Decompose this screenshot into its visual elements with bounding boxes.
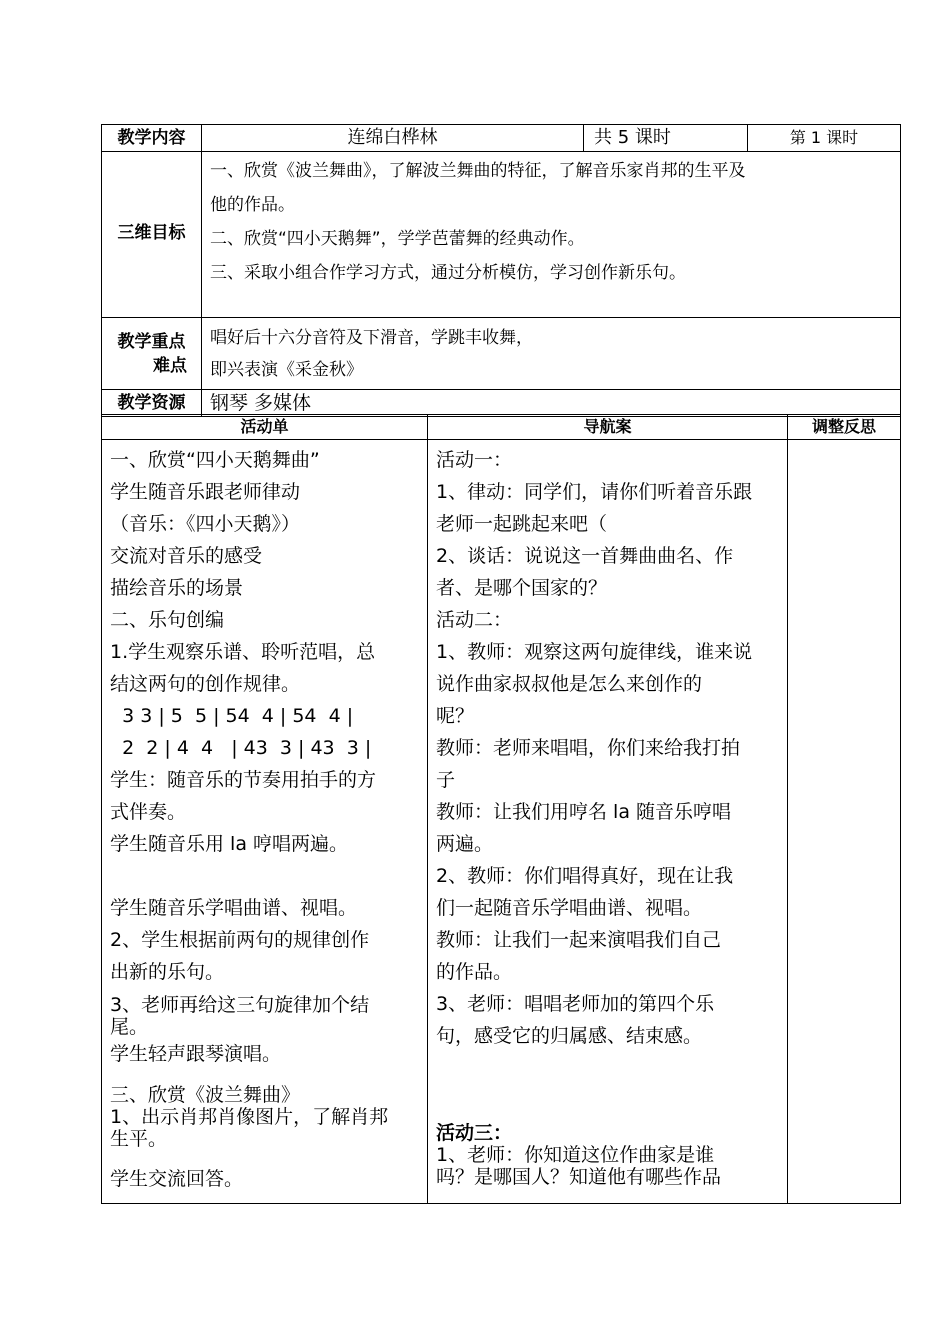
goal-line-3: 二、欣赏“四小天鹅舞”，学学芭蕾舞的经典动作。 bbox=[210, 229, 585, 249]
activity-line: 描绘音乐的场景 bbox=[110, 577, 244, 599]
guide-line: 老师一起跳起来吧（ bbox=[436, 513, 608, 535]
key-points-content bbox=[202, 318, 901, 390]
activity-line: 学生随音乐学唱曲谱、视唱。 bbox=[110, 897, 358, 919]
guide-line: 教师：老师来唱唱，你们来给我打拍 bbox=[436, 737, 741, 759]
activity-table bbox=[101, 414, 901, 1204]
activity-line: 学生轻声跟琴演唱。 bbox=[110, 1043, 282, 1065]
guide-line: 2、教师：你们唱得真好，现在让我 bbox=[436, 865, 734, 887]
lesson-title: 连绵白桦林 bbox=[202, 125, 584, 152]
guide-line: 的作品。 bbox=[436, 961, 513, 983]
goals-label: 三维目标 bbox=[102, 152, 202, 318]
activity-line: 学生交流回答。 bbox=[110, 1168, 244, 1190]
score-line-2: 2 2 | 4 4 | 43 3 | 43 3 | bbox=[110, 737, 372, 759]
lesson-info-table bbox=[101, 124, 901, 417]
goal-line-2: 他的作品。 bbox=[210, 195, 295, 215]
activity-line: （音乐：《四小天鹅》） bbox=[110, 513, 301, 535]
activity-line: 学生随音乐跟老师律动 bbox=[110, 481, 301, 503]
activity-line: 学生随音乐用 la 哼唱两遍。 bbox=[110, 833, 349, 855]
reflection-column-header: 调整反思 bbox=[788, 415, 901, 440]
guide-line: 1、教师：观察这两句旋律线，谁来说 bbox=[436, 641, 753, 663]
guide-line: 1、老师：你知道这位作曲家是谁 bbox=[436, 1144, 715, 1166]
guide-line: 1、律动：同学们，请你们听着音乐跟 bbox=[436, 481, 753, 503]
current-lesson: 第 1 课时 bbox=[748, 125, 901, 152]
spacer bbox=[110, 1150, 423, 1168]
activity-line: 二、乐句创编 bbox=[110, 609, 225, 631]
guide-line: 吗？是哪国人？知道他有哪些作品 bbox=[436, 1166, 722, 1188]
score-line-1: 3 3 | 5 5 | 54 4 | 54 4 | bbox=[110, 705, 354, 727]
key-points-label bbox=[102, 318, 202, 390]
guide-column bbox=[428, 440, 788, 1204]
activity-line: 尾。 bbox=[110, 1016, 149, 1038]
guide-line: 子 bbox=[436, 769, 456, 791]
activity-line: 生平。 bbox=[110, 1128, 168, 1150]
activity-line: 式伴奏。 bbox=[110, 801, 187, 823]
guide-line: 3、老师：唱唱老师加的第四个乐 bbox=[436, 993, 715, 1015]
activity-line: 学生：随音乐的节奏用拍手的方 bbox=[110, 769, 377, 791]
activity-line: 结这两句的创作规律。 bbox=[110, 673, 301, 695]
key-point-line-1: 唱好后十六分音符及下滑音，学跳丰收舞， bbox=[210, 328, 533, 348]
resources-label: 教学资源 bbox=[102, 390, 202, 417]
key-point-line-2: 即兴表演《采金秋》 bbox=[210, 360, 363, 380]
guide-line: 教师：让我们用哼名 la 随音乐哼唱 bbox=[436, 801, 732, 823]
activity-line: 1、出示肖邦肖像图片，了解肖邦 bbox=[110, 1106, 389, 1128]
guide-line: 两遍。 bbox=[436, 833, 494, 855]
goals-content bbox=[202, 152, 901, 318]
activity-line: 三、欣赏《波兰舞曲》 bbox=[110, 1084, 301, 1106]
total-lessons: 共 5 课时 bbox=[584, 125, 748, 152]
activity-line: 1.学生观察乐谱、聆听范唱，总 bbox=[110, 641, 376, 663]
goal-line-4: 三、采取小组合作学习方式，通过分析模仿，学习创作新乐句。 bbox=[210, 263, 686, 283]
spacer bbox=[110, 1070, 423, 1084]
activity-line: 3、老师再给这三句旋律加个结 bbox=[110, 994, 370, 1016]
guide-line: 活动二： bbox=[436, 609, 513, 631]
reflection-column bbox=[788, 440, 901, 1204]
content-label: 教学内容 bbox=[102, 125, 202, 152]
guide-line: 说作曲家叔叔他是怎么来创作的 bbox=[436, 673, 703, 695]
guide-line: 活动一： bbox=[436, 449, 513, 471]
activity-line: 出新的乐句。 bbox=[110, 961, 225, 983]
key-points-label-1: 教学重点 bbox=[117, 331, 186, 352]
activity-column bbox=[102, 440, 428, 1204]
guide-line: 者、是哪个国家的？ bbox=[436, 577, 608, 599]
guide-activity-3-heading: 活动三： bbox=[436, 1122, 513, 1144]
goal-line-1: 一、欣赏《波兰舞曲》，了解波兰舞曲的特征，了解音乐家肖邦的生平及 bbox=[210, 161, 746, 181]
guide-line: 呢？ bbox=[436, 705, 475, 727]
guide-line: 2、谈话：说说这一首舞曲曲名、作 bbox=[436, 545, 734, 567]
guide-column-header: 导航案 bbox=[428, 415, 788, 440]
guide-line: 句，感受它的归属感、结束感。 bbox=[436, 1025, 703, 1047]
spacer bbox=[110, 860, 423, 892]
key-points-label-2: 难点 bbox=[153, 355, 187, 376]
guide-line: 们一起随音乐学唱曲谱、视唱。 bbox=[436, 897, 703, 919]
activity-line: 2、学生根据前两句的规律创作 bbox=[110, 929, 370, 951]
guide-line: 教师：让我们一起来演唱我们自己 bbox=[436, 929, 722, 951]
activity-column-header: 活动单 bbox=[102, 415, 428, 440]
spacer bbox=[436, 1052, 783, 1122]
activity-line: 一、欣赏“四小天鹅舞曲” bbox=[110, 449, 320, 471]
resources-value: 钢琴 多媒体 bbox=[202, 390, 901, 417]
activity-line: 交流对音乐的感受 bbox=[110, 545, 263, 567]
